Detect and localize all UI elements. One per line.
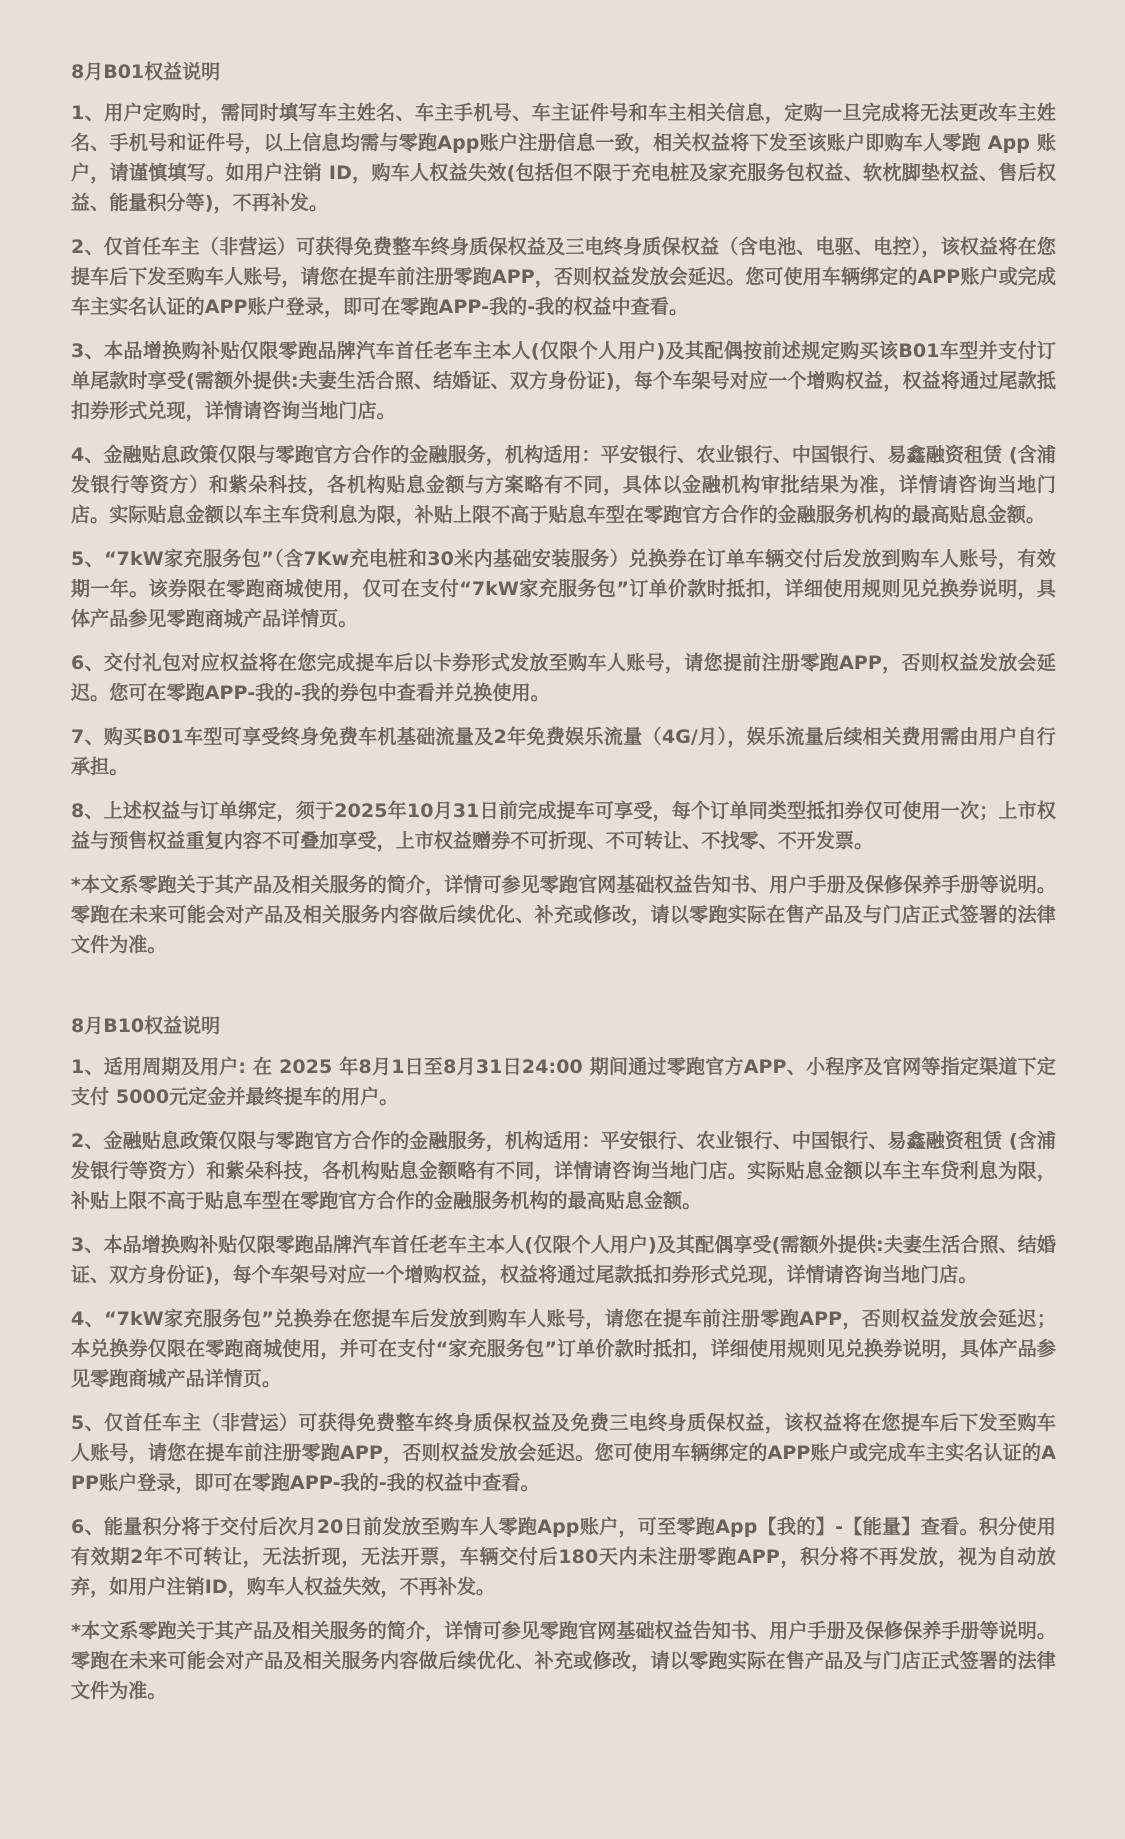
section-b10 bbox=[71, 1012, 1056, 1706]
paragraph: 6、能量积分将于交付后次月20日前发放至购车人零跑App账户，可至零跑App【我的】-【能量】查看。积分使用有效期2年不可转让，无法折现，无法开票，车辆交付后180天内未注册零跑APP，积分将不再发放，视为自动放弃，如用户注销ID，购车人权益失效，不再补发。 bbox=[71, 1516, 1056, 1598]
paragraph: 4、“7kW家充服务包”兑换券在您提车后发放到购车人账号，请您在提车前注册零跑APP，否则权益发放会延迟；本兑换券仅限在零跑商城使用，并可在支付“家充服务包”订单价款时抵扣，详细使用规则见兑换券说明，具体产品参见零跑商城产品详情页。 bbox=[71, 1308, 1056, 1390]
paragraph: 2、金融贴息政策仅限与零跑官方合作的金融服务，机构适用：平安银行、农业银行、中国银行、易鑫融资租赁 (含浦发银行等资方）和紫朵科技，各机构贴息金额略有不同，详情请咨询当地门店。实际贴息金额以车主车贷利息为限，补贴上限不高于贴息车型在零跑官方合作的金融服务机构的最高贴息金额。 bbox=[71, 1130, 1056, 1212]
disclaimer: *本文系零跑关于其产品及相关服务的简介，详情可参见零跑官网基础权益告知书、用户手册及保修保养手册等说明。零跑在未来可能会对产品及相关服务内容做后续优化、补充或修改，请以零跑实际在售产品及与门店正式签署的法律文件为准。 bbox=[71, 874, 1056, 956]
paragraph: 1、用户定购时，需同时填写车主姓名、车主手机号、车主证件号和车主相关信息，定购一旦完成将无法更改车主姓名、手机号和证件号，以上信息均需与零跑App账户注册信息一致，相关权益将下发至该账户即购车人零跑 App 账户，请谨慎填写。如用户注销 ID，购车人权益失效(包括但不限于充电桩及家充服务包权益、软枕脚垫权益、售后权益、能量积分等)，不再补发。 bbox=[71, 102, 1056, 214]
section-b01 bbox=[71, 58, 1056, 960]
paragraph: 1、适用周期及用户: 在 2025 年8月1日至8月31日24:00 期间通过零跑官方APP、小程序及官网等指定渠道下定支付 5000元定金并最终提车的用户。 bbox=[71, 1056, 1056, 1108]
paragraph: 5、仅首任车主（非营运）可获得免费整车终身质保权益及免费三电终身质保权益，该权益将在您提车后下发至购车人账号，请您在提车前注册零跑APP，否则权益发放会延迟。您可使用车辆绑定的APP账户或完成车主实名认证的APP账户登录，即可在零跑APP-我的-我的权益中查看。 bbox=[71, 1412, 1056, 1494]
paragraph: 6、交付礼包对应权益将在您完成提车后以卡券形式发放至购车人账号，请您提前注册零跑APP，否则权益发放会延迟。您可在零跑APP-我的-我的券包中查看并兑换使用。 bbox=[71, 652, 1056, 704]
paragraph: 7、购买B01车型可享受终身免费车机基础流量及2年免费娱乐流量（4G/月），娱乐流量后续相关费用需由用户自行承担。 bbox=[71, 726, 1056, 778]
section-title: 8月B10权益说明 bbox=[71, 1015, 221, 1037]
paragraph: 8、上述权益与订单绑定，须于2025年10月31日前完成提车可享受，每个订单同类型抵扣券仅可使用一次；上市权益与预售权益重复内容不可叠加享受，上市权益赠券不可折现、不可转让、不找零、不开发票。 bbox=[71, 800, 1056, 852]
paragraph: 3、本品增换购补贴仅限零跑品牌汽车首任老车主本人(仅限个人用户)及其配偶享受(需额外提供:夫妻生活合照、结婚证、双方身份证)，每个车架号对应一个增购权益，权益将通过尾款抵扣券形式兑现，详情请咨询当地门店。 bbox=[71, 1234, 1056, 1286]
section-title: 8月B01权益说明 bbox=[71, 61, 221, 83]
paragraph: 5、“7kW家充服务包”（含7Kw充电桩和30米内基础安装服务）兑换券在订单车辆交付后发放到购车人账号，有效期一年。该券限在零跑商城使用，仅可在支付“7kW家充服务包”订单价款时抵扣，详细使用规则见兑换券说明，具体产品参见零跑商城产品详情页。 bbox=[71, 548, 1056, 630]
paragraph: 4、金融贴息政策仅限与零跑官方合作的金融服务，机构适用：平安银行、农业银行、中国银行、易鑫融资租赁 (含浦发银行等资方）和紫朵科技，各机构贴息金额与方案略有不同，具体以金融机构审批结果为准，详情请咨询当地门店。实际贴息金额以车主车贷利息为限，补贴上限不高于贴息车型在零跑官方合作的金融服务机构的最高贴息金额。 bbox=[71, 444, 1056, 526]
disclaimer: *本文系零跑关于其产品及相关服务的简介，详情可参见零跑官网基础权益告知书、用户手册及保修保养手册等说明。零跑在未来可能会对产品及相关服务内容做后续优化、补充或修改，请以零跑实际在售产品及与门店正式签署的法律文件为准。 bbox=[71, 1620, 1056, 1702]
paragraph: 3、本品增换购补贴仅限零跑品牌汽车首任老车主本人(仅限个人用户)及其配偶按前述规定购买该B01车型并支付订单尾款时享受(需额外提供:夫妻生活合照、结婚证、双方身份证)，每个车架号对应一个增购权益，权益将通过尾款抵扣券形式兑现，详情请咨询当地门店。 bbox=[71, 340, 1056, 422]
paragraph: 2、仅首任车主（非营运）可获得免费整车终身质保权益及三电终身质保权益（含电池、电驱、电控），该权益将在您提车后下发至购车人账号，请您在提车前注册零跑APP，否则权益发放会延迟。您可使用车辆绑定的APP账户或完成车主实名认证的APP账户登录，即可在零跑APP-我的-我的权益中查看。 bbox=[71, 236, 1056, 318]
